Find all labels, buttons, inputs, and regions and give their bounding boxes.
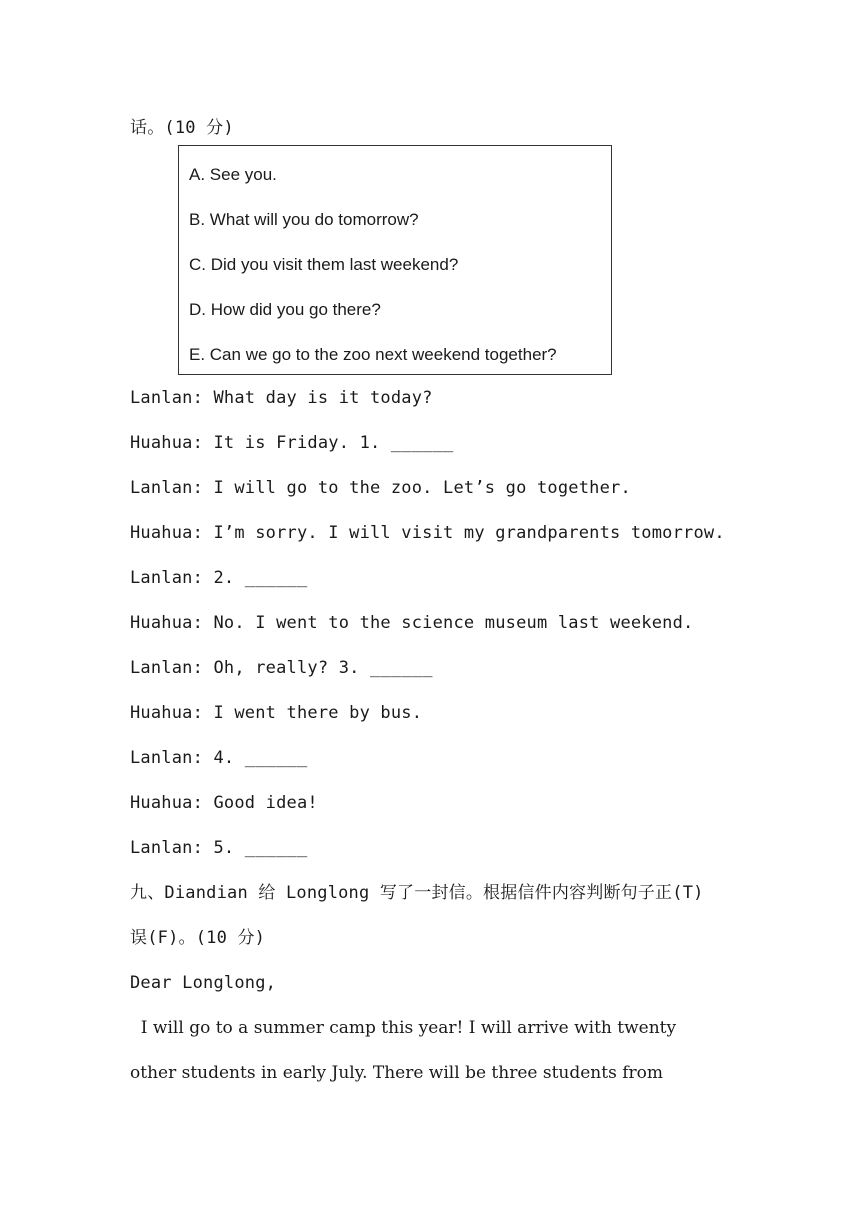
option-c: C. Did you visit them last weekend? [189, 255, 459, 274]
options-box [178, 145, 612, 375]
dialogue-line [130, 431, 453, 455]
dialogue-text: Lanlan: Oh, really? 3. [130, 658, 371, 678]
answer-blank-5: ______ [244, 838, 308, 858]
section9-heading-line1: 九、Diandian 给 Longlong 写了一封信。根据信件内容判断句子正(T) [130, 883, 704, 903]
answer-blank-3: ______ [370, 658, 433, 678]
answer-blank-2: ______ [244, 568, 308, 588]
answer-blank-1: ______ [390, 433, 454, 453]
dialogue-text: Huahua: It is Friday. 1. [130, 433, 391, 453]
letter-body-line2: other students in early July. There will be three students from [130, 1063, 663, 1083]
option-e: E. Can we go to the zoo next weekend together? [189, 345, 557, 364]
dialogue-text: Lanlan: 4. [130, 748, 245, 768]
dialogue-line [130, 836, 307, 860]
section8-heading: 话。(10 分) [130, 118, 234, 138]
dialogue-text: Lanlan: 2. [130, 568, 245, 588]
option-a: A. See you. [189, 165, 277, 184]
dialogue-line [130, 656, 433, 680]
dialogue-text: Lanlan: What day is it today? [130, 388, 433, 408]
section9-heading-line2: 误(F)。(10 分) [130, 928, 266, 948]
dialogue-line [130, 611, 693, 635]
dialogue-text: Huahua: No. I went to the science museum last weekend. [130, 613, 694, 633]
dialogue-line [130, 746, 307, 770]
answer-blank-4: ______ [244, 748, 308, 768]
dialogue-line [130, 521, 725, 545]
dialogue-text: Lanlan: I will go to the zoo. Let’s go together. [130, 478, 631, 498]
dialogue-line [130, 566, 307, 590]
dialogue-text: Huahua: I’m sorry. I will visit my grandparents tomorrow. [130, 523, 725, 543]
dialogue-text: Huahua: Good idea! [130, 793, 318, 813]
dialogue-line [130, 701, 422, 725]
dialogue-line [130, 386, 433, 410]
dialogue-text: Huahua: I went there by bus. [130, 703, 423, 723]
option-b: B. What will you do tomorrow? [189, 210, 419, 229]
option-d: D. How did you go there? [189, 300, 381, 319]
letter-greeting: Dear Longlong, [130, 973, 277, 993]
dialogue-line [130, 476, 631, 500]
dialogue-text: Lanlan: 5. [130, 838, 245, 858]
letter-body-line1: I will go to a summer camp this year! I will arrive with twenty [130, 1018, 677, 1038]
dialogue-line [130, 791, 318, 815]
